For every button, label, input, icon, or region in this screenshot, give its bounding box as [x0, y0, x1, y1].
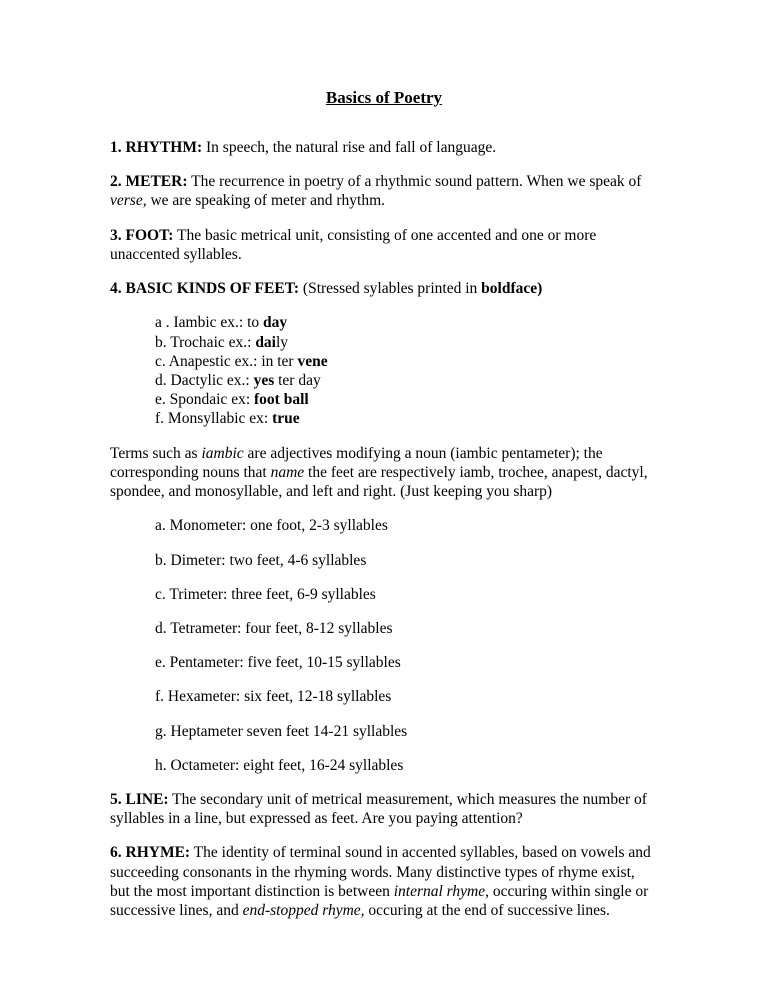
text-run: end-stopped rhyme,	[242, 902, 365, 920]
text-run: f. Monsyllabic ex:	[155, 410, 273, 428]
text-run: c. Anapestic ex.: in ter	[155, 352, 298, 370]
text-run: internal rhyme,	[393, 882, 489, 900]
text-run: yes	[253, 371, 275, 389]
text-run: Terms such as	[110, 444, 202, 462]
text-run: ter day	[274, 371, 321, 389]
text-run: e. Spondaic ex:	[155, 391, 255, 409]
list-item-dactylic	[155, 371, 658, 390]
text-run: a . Iambic ex.: to	[155, 314, 264, 332]
text-run: verse,	[110, 192, 147, 210]
paragraph-terms-note	[110, 444, 658, 502]
text-run: name	[270, 463, 305, 481]
text-run: foot ball	[254, 391, 309, 409]
text-run: day	[263, 314, 288, 332]
text-run: 5. LINE:	[110, 791, 169, 809]
text-run: we are speaking of meter and rhythm.	[146, 192, 386, 210]
list-item-trimeter: c. Trimeter: three feet, 6-9 syllables	[155, 585, 376, 603]
text-run: d. Dactylic ex.:	[155, 371, 254, 389]
paragraph-rhyme	[110, 843, 658, 920]
text-run: The identity of terminal sound in accented syllables, based on vowels and succeeding consonants in the rhyming words. Many distinctive types of rhyme exist, but the most important distinction is between	[110, 844, 651, 900]
text-run: the feet are respectively iamb, trochee, anapest, dactyl, spondee, and monosyllable, and left and right. (Just keeping you sharp)	[110, 463, 648, 501]
text-run: 3. FOOT:	[110, 226, 174, 244]
list-item-octameter: h. Octameter: eight feet, 16-24 syllables	[155, 756, 404, 774]
paragraph-foot	[110, 226, 658, 264]
feet-examples-list	[155, 313, 658, 428]
text-run: The secondary unit of metrical measurement, which measures the number of syllables in a line, but expressed as feet. Are you paying attention?	[110, 791, 647, 828]
list-item-anapestic	[155, 352, 658, 371]
text-run: are adjectives modifying a noun (iambic pentameter); the corresponding nouns that	[110, 444, 603, 481]
text-run: (Stressed sylables printed in	[299, 280, 482, 298]
meter-types-list	[110, 516, 658, 775]
list-item-trochaic	[155, 333, 658, 352]
list-item-pentameter: e. Pentameter: five feet, 10-15 syllables	[155, 654, 401, 672]
paragraph-feet-heading	[110, 279, 658, 298]
text-run: dai	[255, 333, 276, 351]
text-run: boldface)	[481, 280, 543, 298]
text-run: In speech, the natural rise and fall of language.	[202, 139, 497, 156]
text-run: The recurrence in poetry of a rhythmic sound pattern. When we speak of	[187, 173, 642, 191]
list-item-monosyllabic	[155, 409, 658, 428]
text-run: occuring within single or successive lines, and	[110, 882, 649, 920]
text-run: ly	[276, 333, 289, 351]
text-run: true	[272, 410, 300, 428]
page-title: Basics of Poetry	[325, 88, 443, 107]
paragraph-rhythm	[110, 138, 658, 157]
text-run: The basic metrical unit, consisting of one accented and one or more unaccented syllables.	[110, 226, 597, 263]
text-run: 4. BASIC KINDS OF FEET:	[110, 280, 300, 298]
list-item-hexameter: f. Hexameter: six feet, 12-18 syllables	[155, 688, 392, 706]
list-item-iambic	[155, 313, 658, 332]
list-item-dimeter: b. Dimeter: two feet, 4-6 syllables	[155, 551, 367, 569]
paragraph-line	[110, 790, 658, 828]
list-item-monometer: a. Monometer: one foot, 2-3 syllables	[155, 517, 388, 535]
list-item-spondaic	[155, 390, 658, 409]
text-run: b. Trochaic ex.:	[155, 333, 256, 351]
text-run: 1. RHYTHM:	[110, 139, 203, 156]
paragraph-meter	[110, 172, 658, 210]
text-run: iambic	[201, 444, 244, 462]
text-run: vene	[297, 352, 328, 370]
text-run: 6. RHYME:	[110, 844, 191, 862]
text-run: 2. METER:	[110, 173, 188, 191]
list-item-heptameter: g. Heptameter seven feet 14-21 syllables	[155, 722, 408, 740]
text-run: occuring at the end of successive lines.	[364, 902, 610, 920]
list-item-tetrameter: d. Tetrameter: four feet, 8-12 syllables	[155, 619, 393, 637]
